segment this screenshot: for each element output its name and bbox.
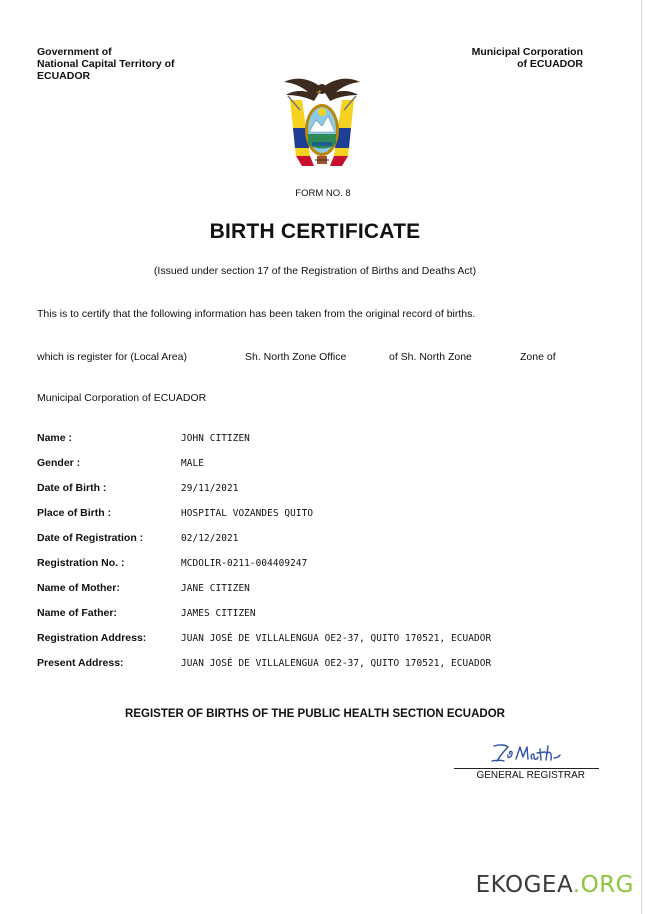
watermark xyxy=(476,872,634,898)
field-value: JOHN CITIZEN xyxy=(181,433,250,444)
local-area-label: which is register for (Local Area) xyxy=(37,351,187,363)
municipal-corporation-text: Municipal Corporation of ECUADOR xyxy=(37,392,207,404)
field-label: Date of Registration : xyxy=(37,532,144,544)
watermark-part-2: .ORG xyxy=(572,872,634,898)
zone-of-text: Zone of xyxy=(520,351,556,363)
field-label: Place of Birth : xyxy=(37,507,112,519)
signature-line xyxy=(454,768,599,769)
field-value: MCDOLIR-0211-004409247 xyxy=(181,558,308,569)
header-government xyxy=(37,46,175,82)
header-left-line-1: Government of xyxy=(37,46,112,58)
field-label: Date of Birth : xyxy=(37,482,107,494)
zone-office-text: Sh. North Zone Office xyxy=(245,351,347,363)
ecuador-coat-of-arms-icon xyxy=(280,70,364,176)
field-value: HOSPITAL VOZANDES QUITO xyxy=(181,508,314,519)
field-row-registration-no xyxy=(37,557,617,571)
field-label: Registration Address: xyxy=(37,632,147,644)
field-value: 02/12/2021 xyxy=(181,533,239,544)
field-row-gender xyxy=(37,457,617,471)
issued-under-text: (Issued under section 17 of the Registration of Births and Deaths Act) xyxy=(153,265,477,277)
field-value: JAMES CITIZEN xyxy=(181,608,256,619)
header-municipal xyxy=(472,46,583,70)
field-value: JUAN JOSÉ DE VILLALENGUA OE2-37, QUITO 170521, ECUADOR xyxy=(181,658,492,669)
field-row-date-of-birth xyxy=(37,482,617,496)
field-label: Gender : xyxy=(37,457,81,469)
header-left-line-2: National Capital Territory of xyxy=(37,58,175,70)
field-row-place-of-birth xyxy=(37,507,617,521)
page-edge-line xyxy=(641,0,642,914)
field-label: Name of Father: xyxy=(37,607,117,619)
field-value: MALE xyxy=(181,458,204,469)
header-right-line-1: Municipal Corporation xyxy=(471,46,583,58)
register-footer: REGISTER OF BIRTHS OF THE PUBLIC HEALTH SECTION ECUADOR xyxy=(125,708,505,720)
field-row-registration-address xyxy=(37,632,617,646)
certify-text: This is to certify that the following information has been taken from the original record of births. xyxy=(37,308,476,320)
header-left-line-3: ECUADOR xyxy=(37,70,91,82)
certificate-title: BIRTH CERTIFICATE xyxy=(209,220,421,243)
watermark-part-1: EKOGEA xyxy=(475,872,573,898)
field-label: Name : xyxy=(37,432,73,444)
field-label: Registration No. : xyxy=(37,557,125,569)
field-label: Name of Mother: xyxy=(37,582,120,594)
field-value: JUAN JOSÉ DE VILLALENGUA OE2-37, QUITO 170521, ECUADOR xyxy=(181,633,492,644)
handwritten-signature-icon xyxy=(488,741,564,765)
field-label: Present Address: xyxy=(37,657,124,669)
field-value: JANE CITIZEN xyxy=(181,583,250,594)
field-value: 29/11/2021 xyxy=(181,483,239,494)
north-zone-text: of Sh. North Zone xyxy=(389,351,472,363)
field-row-mother xyxy=(37,582,617,596)
signatory-title: GENERAL REGISTRAR xyxy=(476,770,585,781)
field-row-date-of-registration xyxy=(37,532,617,546)
field-row-present-address xyxy=(37,657,617,671)
form-number: FORM NO. 8 xyxy=(295,188,351,199)
field-row-father xyxy=(37,607,617,621)
header-right-line-2: of ECUADOR xyxy=(517,58,583,70)
field-row-name xyxy=(37,432,617,446)
